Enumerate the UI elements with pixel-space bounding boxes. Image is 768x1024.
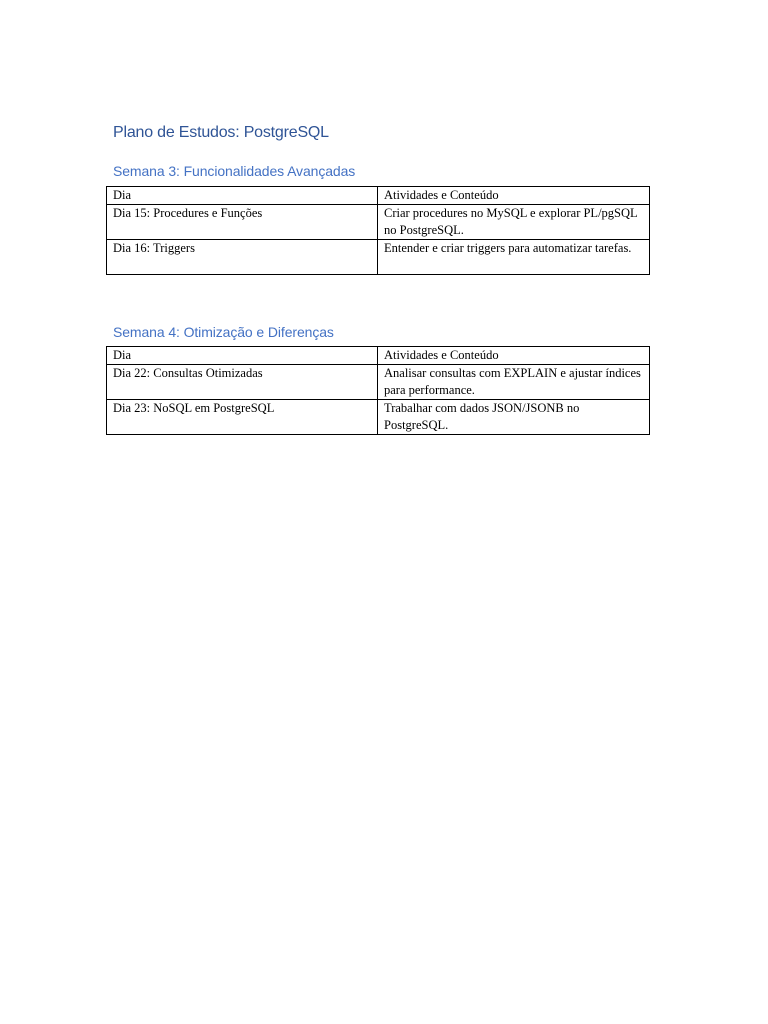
day-cell: Dia 15: Procedures e Funções [107, 205, 378, 240]
table-row [107, 205, 650, 240]
document-title: Plano de Estudos: PostgreSQL [113, 124, 329, 141]
table-header-row [107, 187, 650, 205]
week-4-table [106, 346, 650, 435]
week-3-table [106, 186, 650, 275]
content-cell: Trabalhar com dados JSON/JSONB no PostgreSQL. [378, 400, 650, 435]
day-cell: Dia 16: Triggers [107, 240, 378, 275]
content-cell: Analisar consultas com EXPLAIN e ajustar índices para performance. [378, 365, 650, 400]
day-cell: Dia 22: Consultas Otimizadas [107, 365, 378, 400]
table-header-row [107, 347, 650, 365]
day-cell: Dia 23: NoSQL em PostgreSQL [107, 400, 378, 435]
column-header-day: Dia [107, 347, 378, 365]
table-row [107, 365, 650, 400]
content-cell: Criar procedures no MySQL e explorar PL/pgSQL no PostgreSQL. [378, 205, 650, 240]
table-row [107, 400, 650, 435]
column-header-activities: Atividades e Conteúdo [378, 347, 650, 365]
content-cell: Entender e criar triggers para automatizar tarefas. [378, 240, 650, 275]
week-4-heading: Semana 4: Otimização e Diferenças [113, 324, 334, 340]
column-header-day: Dia [107, 187, 378, 205]
column-header-activities: Atividades e Conteúdo [378, 187, 650, 205]
week-3-heading: Semana 3: Funcionalidades Avançadas [113, 163, 356, 179]
table-row [107, 240, 650, 275]
